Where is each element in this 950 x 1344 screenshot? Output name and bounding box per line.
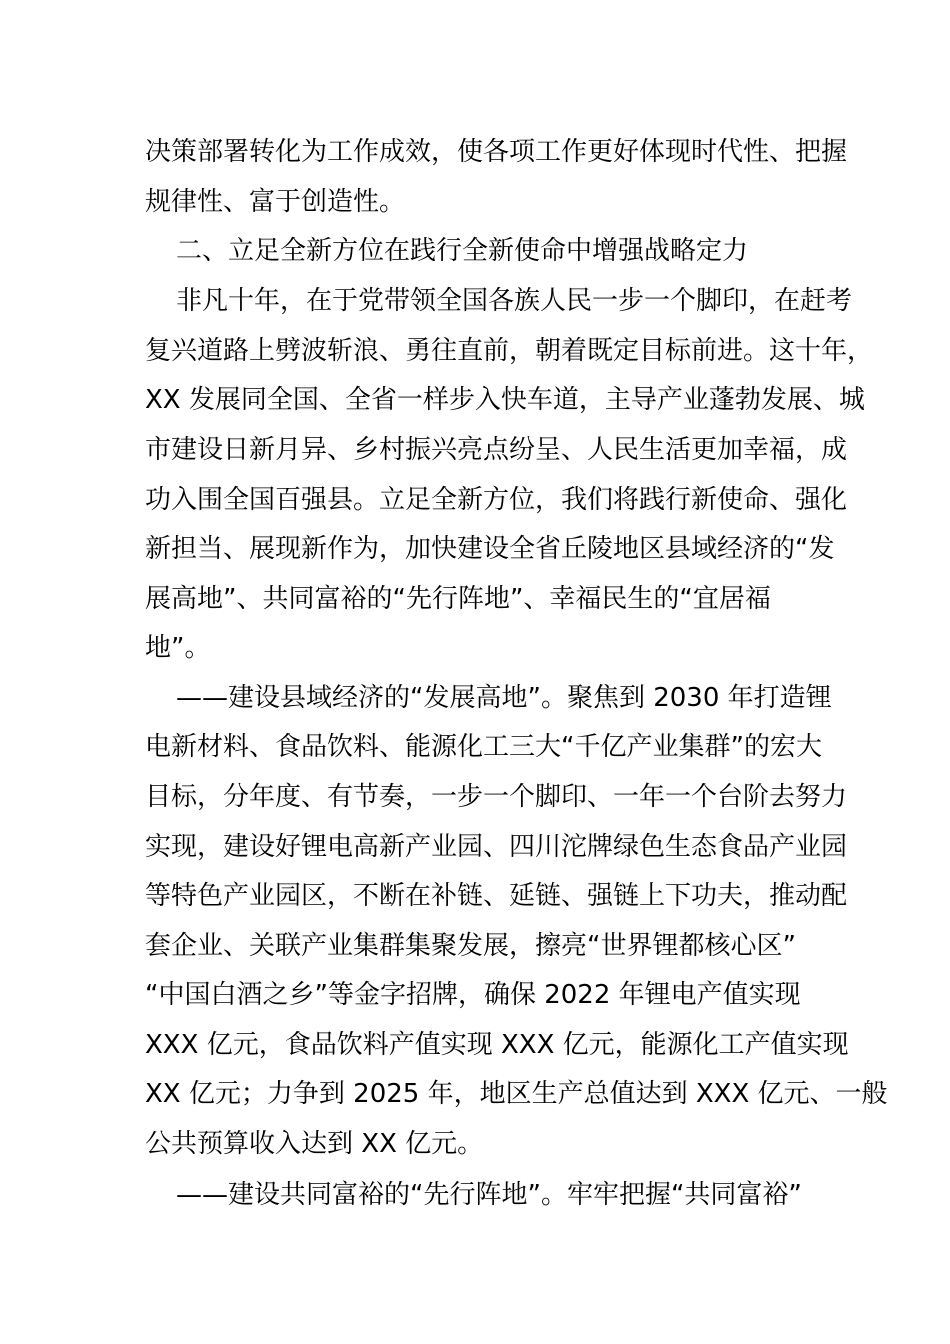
text-line: 市建设日新月异、乡村振兴亮点纷呈、人民生活更加幸福，成	[145, 435, 848, 465]
text-line: 功入围全国百强县。立足全新方位，我们将践行新使命、强化	[145, 485, 848, 515]
text-line: 展高地”、共同富裕的“先行阵地”、幸福民生的“宜居福	[145, 584, 771, 614]
text-line: 目标，分年度、有节奏，一步一个脚印、一年一个台阶去努力	[145, 782, 848, 812]
text-line: 电新材料、食品饮料、能源化工三大“千亿产业集群”的宏大	[145, 732, 822, 762]
text-line: 套企业、关联产业集群集聚发展，擦亮“世界锂都核心区”	[145, 931, 796, 961]
text-line: ——建设县域经济的“发展高地”。聚焦到 2030 年打造锂	[176, 683, 832, 713]
text-line: 决策部署转化为工作成效，使各项工作更好体现时代性、把握	[145, 137, 848, 167]
text-line: 非凡十年，在于党带领全国各族人民一步一个脚印，在赶考	[176, 286, 853, 316]
section-heading: 二、立足全新方位在践行全新使命中增强战略定力	[176, 236, 749, 266]
text-line: XX 亿元；力争到 2025 年，地区生产总值达到 XXX 亿元、一般	[145, 1079, 888, 1109]
text-line: “中国白酒之乡”等金字招牌，确保 2022 年锂电产值实现	[145, 980, 801, 1010]
text-line: XXX 亿元，食品饮料产值实现 XXX 亿元，能源化工产值实现	[145, 1030, 849, 1060]
text-line: 实现，建设好锂电高新产业园、四川沱牌绿色生态食品产业园	[145, 832, 848, 862]
text-line: 规律性、富于创造性。	[145, 187, 406, 217]
text-line: 新担当、展现新作为，加快建设全省丘陵地区县域经济的“发	[145, 534, 835, 564]
text-line: 等特色产业园区，不断在补链、延链、强链上下功夫，推动配	[145, 881, 848, 911]
text-line: 复兴道路上劈波斩浪、勇往直前，朝着既定目标前进。这十年，	[145, 336, 874, 366]
text-line: 地”。	[145, 633, 211, 663]
text-line: ——建设共同富裕的“先行阵地”。牢牢把握“共同富裕”	[176, 1180, 802, 1210]
text-line: 公共预算收入达到 XX 亿元。	[145, 1129, 484, 1159]
text-line: XX 发展同全国、全省一样步入快车道，主导产业蓬勃发展、城	[145, 385, 865, 415]
